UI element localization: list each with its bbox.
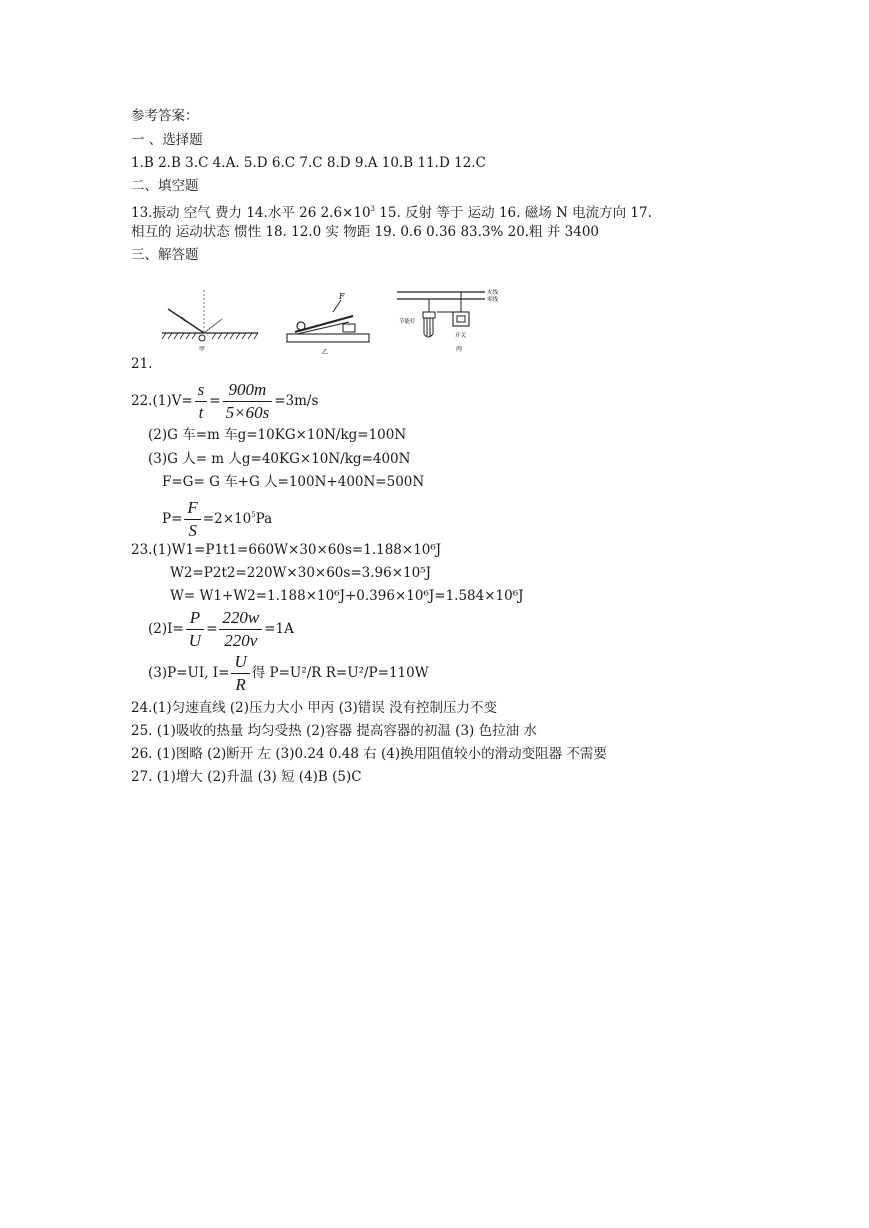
heading: 参考答案： [131,108,199,124]
choice-answers: 1.B 2.B 3.C 4.A. 5.D 6.C 7.C 8.D 9.A 10.B 11.D 12.C [131,155,486,171]
q21-label: 21. [131,356,153,372]
fraction-u-over-r: $\frac{U}{R}$ [231,651,249,696]
fraction-220w-over-220v: $\frac{220w}{220v}$ [219,607,262,652]
label-lingxian: 零线 [487,297,499,303]
figure-jia-reflection [160,285,260,355]
section-choice-title: 一 、选择题 [131,132,203,148]
fill-answers-line1: 13.振动 空气 费力 14.水平 26 $2.6\times 10^3$ 15. 反射 等于 运动 16. 磁场 N 电流方向 17. [131,205,652,221]
label-jia: 甲 [198,346,206,353]
q23-line2: W2=P2t2=220W×30×60s=3.96×10⁵J [170,565,432,581]
q25-answer: 25. (1)吸收的热量 均匀受热 (2)容器 提高容器的初温 (3) 色拉油 水 [131,723,537,739]
label-switch: 开关 [455,333,467,339]
fraction-f-over-s: $\frac{F}{S}$ [184,497,200,542]
q27-answer: 27. (1)增大 (2)升温 (3) 短 (4)B (5)C [131,769,362,785]
q22-line5: P= $\frac{F}{S}$ $=2\times 10^5Pa$ [162,498,273,540]
q23-line3: W= W1+W2=1.188×10⁶J+0.396×10⁶J=1.584×10⁶J [170,588,524,604]
label-huoxian: 火线 [487,290,499,296]
fraction-p-over-u: $\frac{P}{U}$ [186,607,204,652]
label-bing: 丙 [455,346,463,353]
fraction-s-over-t: $\frac{s}{t}$ [195,379,208,424]
fraction-900m: $\frac{900m}{5\times 60s}$ [223,379,273,424]
q22-line4: F=G= G 车+G 人=100N+400N=500N [162,474,425,490]
q23-line4: (2)I= $\frac{P}{U}$ = $\frac{220w}{220v}$ =1A [148,608,294,650]
q22-line2: (2)G 车=m 车g=10KG×10N/kg=100N [148,427,407,443]
label-lamp: 节能灯 [399,319,416,325]
q22-line1: 22.(1)V= $\frac{s}{t}$ = $\frac{900m}{5\times 60s}$ =3m/s [131,380,319,422]
svg-text:F: F [339,292,345,301]
label-yi: 乙 [321,349,329,356]
q26-answer: 26. (1)图略 (2)断开 左 (3)0.24 0.48 右 (4)换用阻值较小的滑动变阻器 不需要 [131,746,607,762]
figure-yi-lever [283,290,373,358]
figure-bing-circuit [393,285,505,357]
section-solve-title: 三、解答题 [131,247,199,263]
q24-answer: 24.(1)匀速直线 (2)压力大小 甲丙 (3)错误 没有控制压力不变 [131,700,498,716]
fill-answers-line2: 相互的 运动状态 惯性 18. 12.0 实 物距 19. 0.6 0.36 83.3% 20.粗 并 3400 [131,224,600,240]
q22-line3: (3)G 人= m 人g=40KG×10N/kg=400N [148,451,411,467]
section-fill-title: 二、填空题 [131,178,199,194]
q23-line5: (3)P=UI, I= $\frac{U}{R}$ 得 P=U²/R R=U²/P=110W [148,652,429,694]
q23-line1: 23.(1)W1=P1t1=660W×30×60s=1.188×10⁶J [131,542,442,558]
